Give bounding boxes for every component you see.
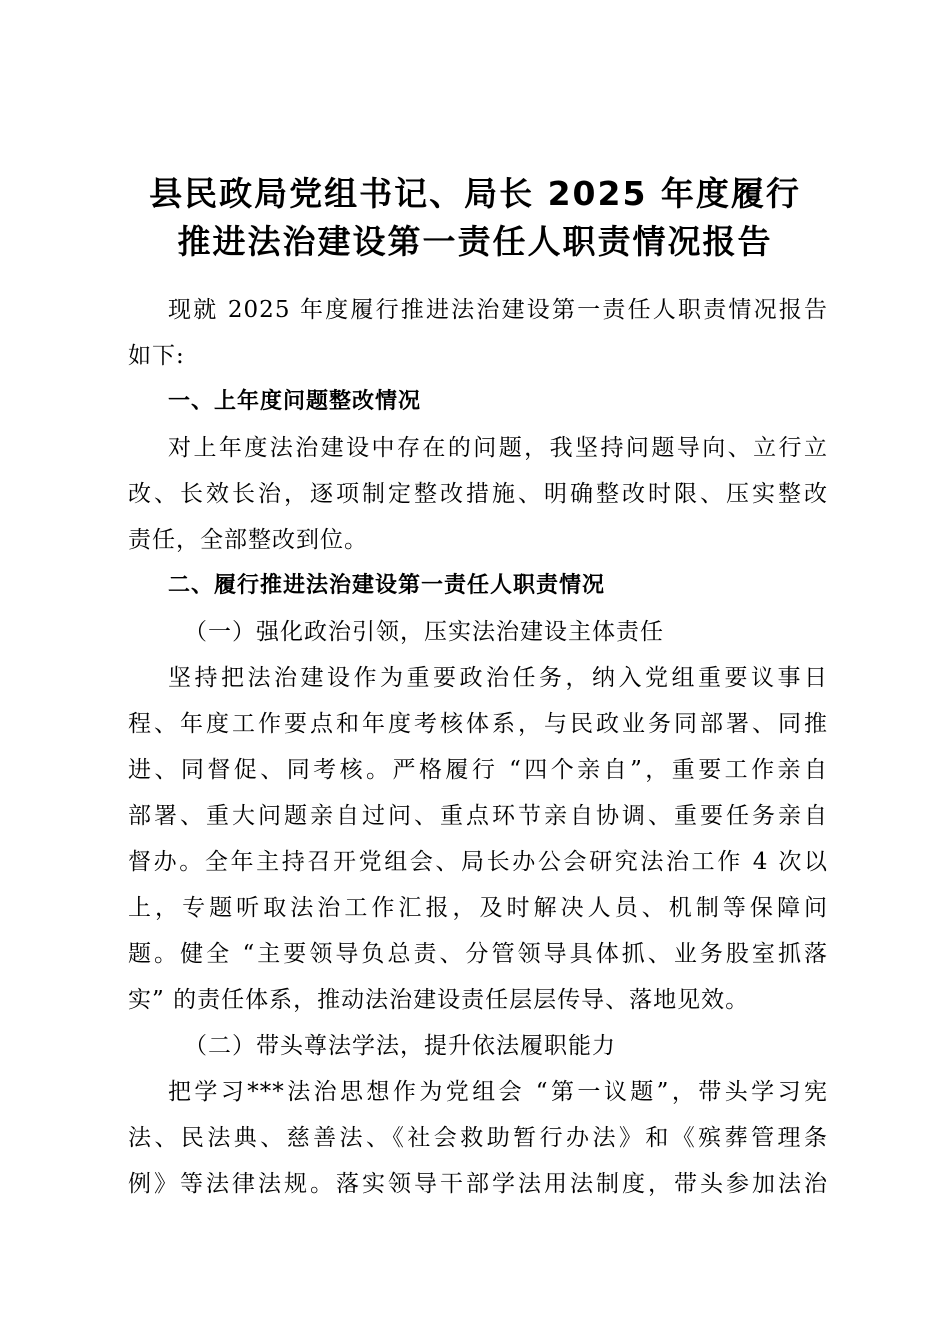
subsection-heading-1: （一）强化政治引领，压实法治建设主体责任 [184, 619, 664, 645]
subsection-1-paragraph-line: 实” 的责任体系，推动法治建设责任层层传导、落地见效。 [128, 987, 750, 1013]
subsection-2-paragraph-line: 把学习***法治思想作为党组会 “第一议题”，带头学习宪 [168, 1079, 828, 1105]
subsection-2-paragraph-line: 例》等法律法规。落实领导干部学法用法制度，带头参加法治 [128, 1171, 828, 1197]
section-heading-2: 二、履行推进法治建设第一责任人职责情况 [168, 573, 606, 598]
section-1-paragraph-line: 改、长效长治，逐项制定整改措施、明确整改时限、压实整改 [128, 481, 828, 507]
subsection-1-paragraph-line: 题。健全 “主要领导负总责、分管领导具体抓、业务股室抓落 [128, 941, 828, 967]
subsection-heading-2: （二）带头尊法学法，提升依法履职能力 [184, 1033, 616, 1059]
intro-paragraph-line: 现就 2025 年度履行推进法治建设第一责任人职责情况报告 [168, 297, 828, 323]
document-title-line-1: 县民政局党组书记、局长 2025 年度履行 [149, 174, 801, 213]
section-1-paragraph-line: 责任，全部整改到位。 [128, 527, 368, 553]
subsection-1-paragraph-line: 上，专题听取法治工作汇报，及时解决人员、机制等保障问 [128, 895, 828, 921]
subsection-2-paragraph-line: 法、民法典、慈善法、《社会救助暂行办法》和《殡葬管理条 [128, 1125, 828, 1151]
section-1-paragraph-line: 对上年度法治建设中存在的问题，我坚持问题导向、立行立 [168, 435, 828, 461]
document-title-line-2: 推进法治建设第一责任人职责情况报告 [177, 222, 773, 261]
subsection-1-paragraph-line: 进、同督促、同考核。严格履行 “四个亲自”，重要工作亲自 [128, 757, 828, 783]
subsection-1-paragraph-line: 督办。全年主持召开党组会、局长办公会研究法治工作 4 次以 [128, 849, 828, 875]
subsection-1-paragraph-line: 部署、重大问题亲自过问、重点环节亲自协调、重要任务亲自 [128, 803, 828, 829]
subsection-1-paragraph-line: 程、年度工作要点和年度考核体系，与民政业务同部署、同推 [128, 711, 828, 737]
section-heading-1: 一、上年度问题整改情况 [168, 389, 422, 414]
intro-paragraph-line: 如下: [128, 343, 185, 369]
subsection-1-paragraph-line: 坚持把法治建设作为重要政治任务，纳入党组重要议事日 [168, 665, 828, 691]
document-body [128, 287, 828, 1207]
